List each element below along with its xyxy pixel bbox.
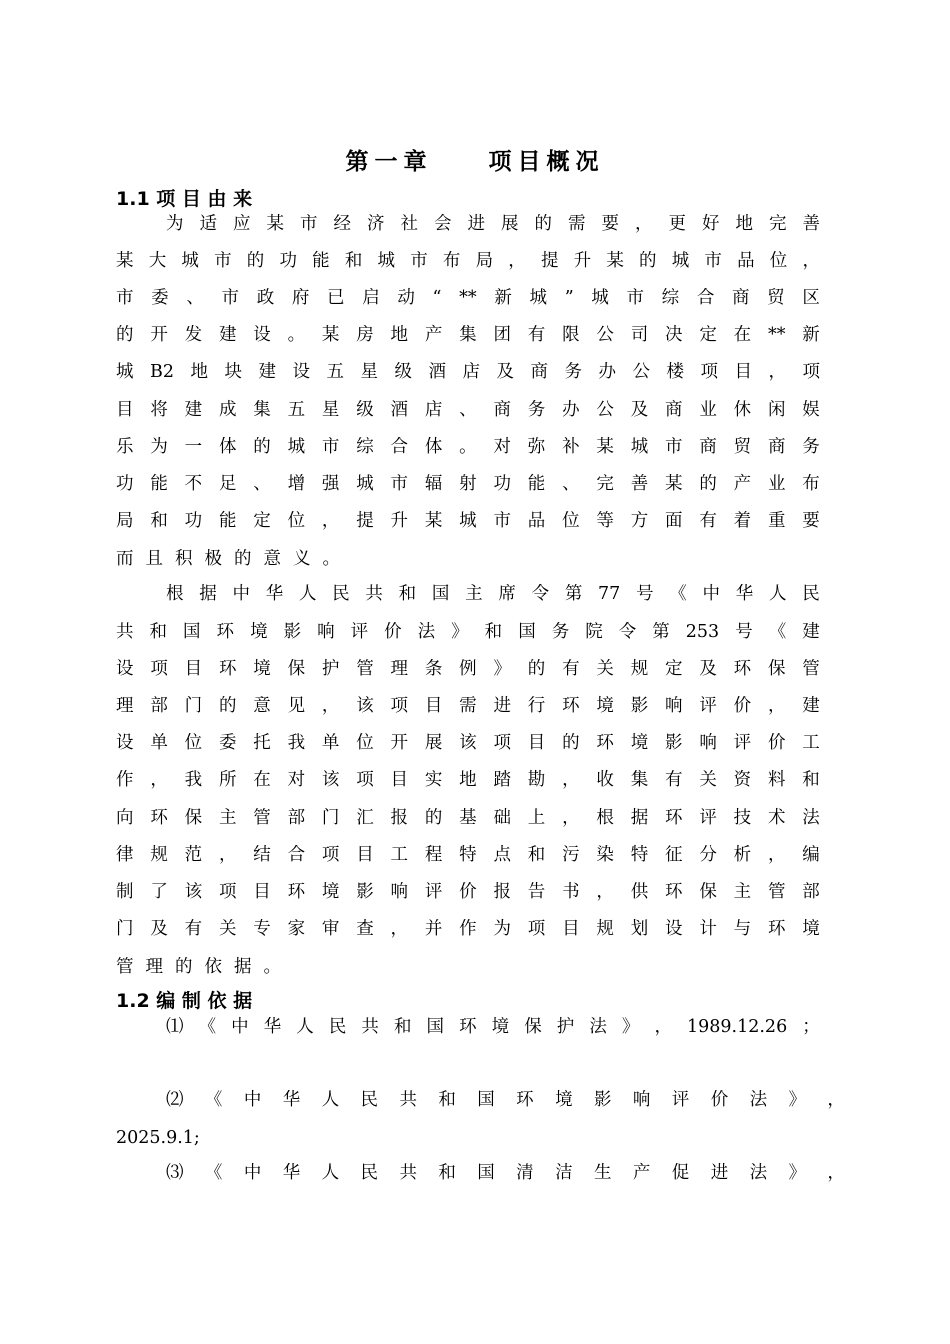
paragraph-line: 局 和 功 能 定 位 ， 提 升 某 城 市 品 位 等 方 面 有 着 重 要 [116, 511, 820, 531]
paragraph-line: 而且积极的意义。 [116, 549, 352, 569]
paragraph-line: 作 ， 我 所 在 对 该 项 目 实 地 踏 勘 ， 收 集 有 关 资 料 和 [116, 770, 820, 790]
paragraph-line: 设 项 目 环 境 保 护 管 理 条 例 》 的 有 关 规 定 及 环 保 管 [116, 659, 820, 679]
paragraph-line: 某 大 城 市 的 功 能 和 城 市 布 局 ， 提 升 某 的 城 市 品 位 ， [116, 251, 820, 271]
paragraph-line: 城 B2 地 块 建 设 五 星 级 酒 店 及 商 务 办 公 楼 项 目 ， 项 [116, 362, 820, 382]
basis-item: ⑴ 《 中 华 人 民 共 和 国 环 境 保 护 法 》 ， 1989.12.26 ； [166, 1017, 820, 1037]
paragraph-line: 设 单 位 委 托 我 单 位 开 展 该 项 目 的 环 境 影 响 评 价 工 [116, 733, 820, 753]
paragraph-line: 为 适 应 某 市 经 济 社 会 进 展 的 需 要 ， 更 好 地 完 善 [166, 214, 820, 234]
paragraph-line: 目 将 建 成 集 五 星 级 酒 店 、 商 务 办 公 及 商 业 休 闲 娱 [116, 400, 820, 420]
paragraph-line: 制 了 该 项 目 环 境 影 响 评 价 报 告 书 ， 供 环 保 主 管 部 [116, 882, 820, 902]
paragraph-line: 市 委 、 市 政 府 已 启 动 “ ** 新 城 ” 城 市 综 合 商 贸 区 [116, 288, 820, 308]
paragraph-line: 乐 为 一 体 的 城 市 综 合 体 。 对 弥 补 某 城 市 商 贸 商 务 [116, 437, 820, 457]
section-heading-1-2: 1.2 编 制 依 据 [116, 990, 253, 1012]
paragraph-line: 共 和 国 环 境 影 响 评 价 法 》 和 国 务 院 令 第 253 号 《 建 [116, 622, 820, 642]
basis-item: ⑶ 《 中 华 人 民 共 和 国 清 洁 生 产 促 进 法 》 ， [166, 1163, 845, 1183]
paragraph-line: 的 开 发 建 设 。 某 房 地 产 集 团 有 限 公 司 决 定 在 ** 新 [116, 325, 820, 345]
paragraph-line: 功 能 不 足 、 增 强 城 市 辐 射 功 能 、 完 善 某 的 产 业 布 [116, 474, 820, 494]
chapter-title: 第一章 项目概况 [345, 149, 605, 175]
paragraph-line: 管理的依据。 [116, 957, 293, 977]
basis-item: ⑵ 《 中 华 人 民 共 和 国 环 境 影 响 评 价 法 》 ， [166, 1090, 845, 1110]
basis-item-continued: 2025.9.1; [116, 1128, 200, 1148]
paragraph-line: 向 环 保 主 管 部 门 汇 报 的 基 础 上 ， 根 据 环 评 技 术 法 [116, 808, 820, 828]
paragraph-line: 门 及 有 关 专 家 审 查 ， 并 作 为 项 目 规 划 设 计 与 环 境 [116, 919, 820, 939]
paragraph-line: 律 规 范 ， 结 合 项 目 工 程 特 点 和 污 染 特 征 分 析 ， 编 [116, 845, 820, 865]
paragraph-line: 根 据 中 华 人 民 共 和 国 主 席 令 第 77 号 《 中 华 人 民 [166, 584, 820, 604]
section-heading-1-1: 1.1 项 目 由 来 [116, 188, 253, 210]
paragraph-line: 理 部 门 的 意 见 ， 该 项 目 需 进 行 环 境 影 响 评 价 ， 建 [116, 696, 820, 716]
